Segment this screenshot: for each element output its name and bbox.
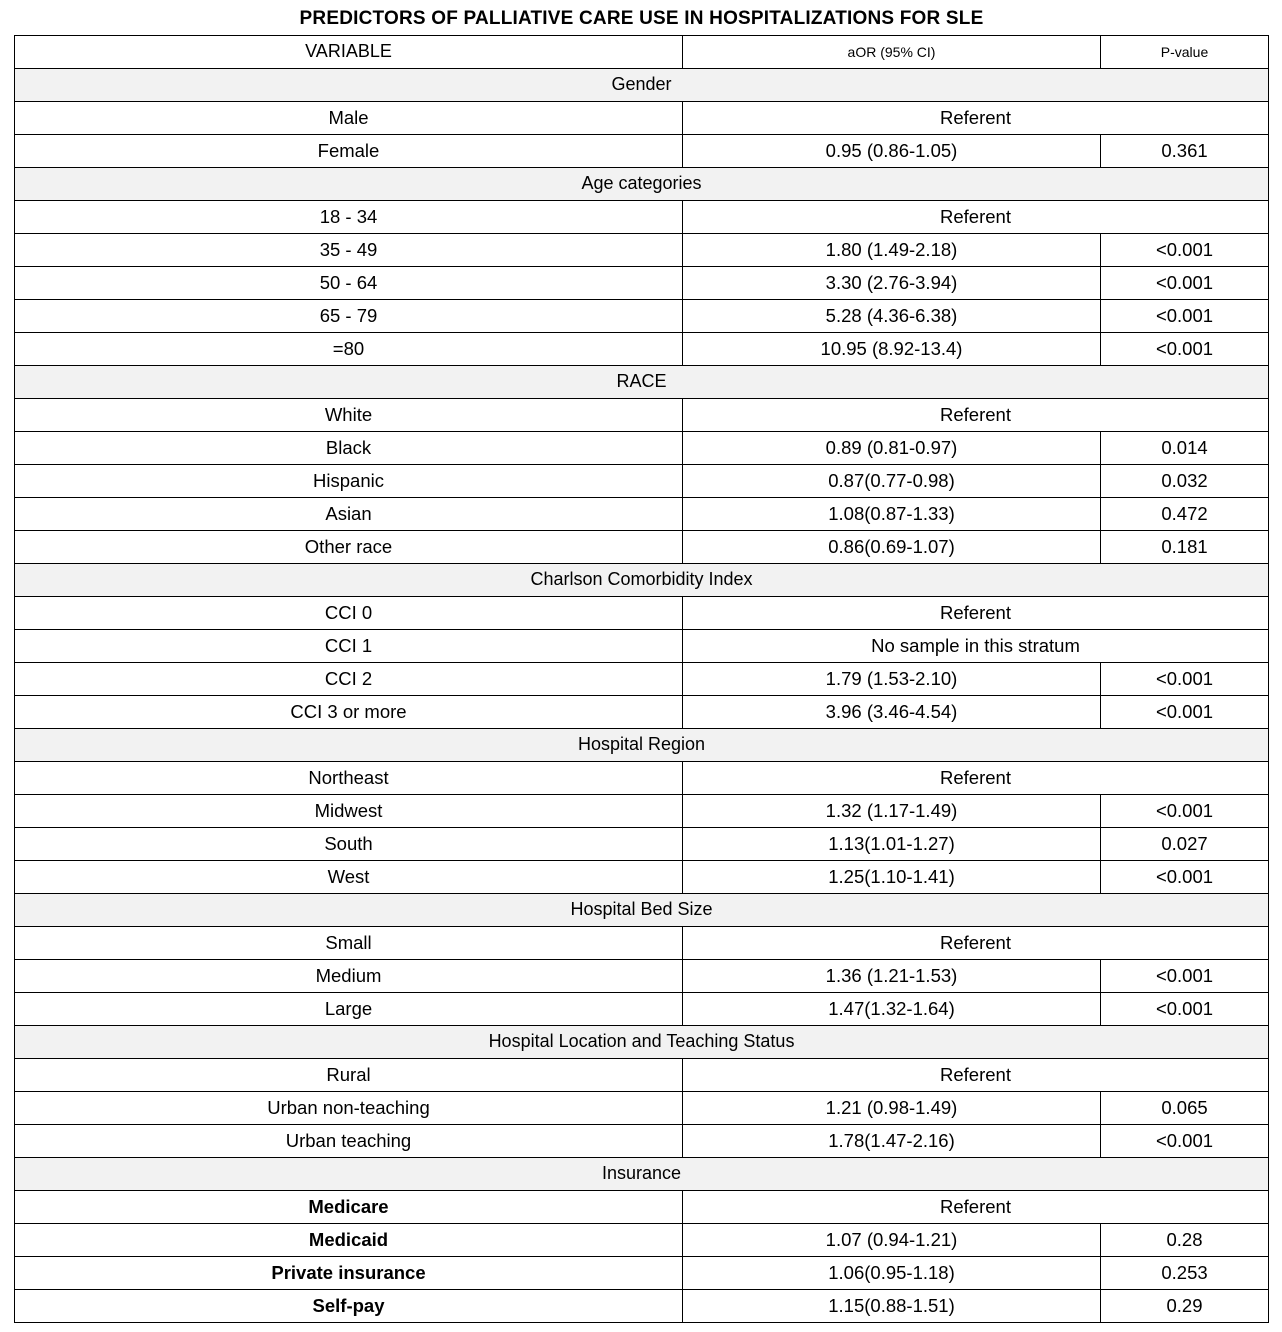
table-row xyxy=(15,662,1269,695)
table-row xyxy=(15,1124,1269,1157)
aor-value: 1.80 (1.49-2.18) xyxy=(683,233,1101,266)
aor-value: 1.32 (1.17-1.49) xyxy=(683,794,1101,827)
p-value: <0.001 xyxy=(1101,959,1269,992)
variable-label: South xyxy=(15,827,683,860)
table-row xyxy=(15,596,1269,629)
aor-value: 3.96 (3.46-4.54) xyxy=(683,695,1101,728)
variable-label: Female xyxy=(15,134,683,167)
section-heading: Hospital Location and Teaching Status xyxy=(15,1025,1269,1058)
table-row xyxy=(15,530,1269,563)
section-row-hospital-region xyxy=(15,728,1269,761)
p-value: <0.001 xyxy=(1101,299,1269,332)
table-row xyxy=(15,497,1269,530)
p-value: <0.001 xyxy=(1101,860,1269,893)
section-heading: RACE xyxy=(15,365,1269,398)
variable-label: Medicare xyxy=(15,1190,683,1223)
p-value: 0.29 xyxy=(1101,1289,1269,1322)
table-row xyxy=(15,860,1269,893)
table-row xyxy=(15,134,1269,167)
variable-label: CCI 0 xyxy=(15,596,683,629)
header-variable: VARIABLE xyxy=(15,35,683,68)
table-row xyxy=(15,233,1269,266)
p-value: <0.001 xyxy=(1101,992,1269,1025)
variable-label: =80 xyxy=(15,332,683,365)
variable-label: Medicaid xyxy=(15,1223,683,1256)
p-value: 0.472 xyxy=(1101,497,1269,530)
variable-label: CCI 2 xyxy=(15,662,683,695)
aor-value: 1.06(0.95-1.18) xyxy=(683,1256,1101,1289)
table-row xyxy=(15,1058,1269,1091)
variable-label: Self-pay xyxy=(15,1289,683,1322)
section-row-age-categories xyxy=(15,167,1269,200)
table-row xyxy=(15,1256,1269,1289)
referent-cell: Referent xyxy=(683,101,1269,134)
variable-label: Asian xyxy=(15,497,683,530)
p-value: <0.001 xyxy=(1101,662,1269,695)
aor-value: 1.21 (0.98-1.49) xyxy=(683,1091,1101,1124)
variable-label: Large xyxy=(15,992,683,1025)
aor-value: 1.47(1.32-1.64) xyxy=(683,992,1101,1025)
aor-value: 0.86(0.69-1.07) xyxy=(683,530,1101,563)
section-row-hospital-bed-size xyxy=(15,893,1269,926)
section-heading: Gender xyxy=(15,68,1269,101)
referent-cell: Referent xyxy=(683,1190,1269,1223)
variable-label: Urban teaching xyxy=(15,1124,683,1157)
section-row-charlson-comorbidity-index xyxy=(15,563,1269,596)
variable-label: CCI 1 xyxy=(15,629,683,662)
variable-label: 18 - 34 xyxy=(15,200,683,233)
table-row xyxy=(15,1223,1269,1256)
referent-cell: Referent xyxy=(683,761,1269,794)
aor-value: 0.87(0.77-0.98) xyxy=(683,464,1101,497)
variable-label: White xyxy=(15,398,683,431)
p-value: <0.001 xyxy=(1101,794,1269,827)
p-value: 0.032 xyxy=(1101,464,1269,497)
p-value: 0.28 xyxy=(1101,1223,1269,1256)
referent-cell: Referent xyxy=(683,200,1269,233)
p-value: 0.065 xyxy=(1101,1091,1269,1124)
table-row xyxy=(15,761,1269,794)
p-value: <0.001 xyxy=(1101,332,1269,365)
table-row xyxy=(15,101,1269,134)
table-body xyxy=(15,3,1269,1322)
aor-value: 3.30 (2.76-3.94) xyxy=(683,266,1101,299)
variable-label: CCI 3 or more xyxy=(15,695,683,728)
table-row xyxy=(15,431,1269,464)
section-heading: Age categories xyxy=(15,167,1269,200)
table-row xyxy=(15,629,1269,662)
header-aor: aOR (95% CI) xyxy=(683,35,1101,68)
table-row xyxy=(15,464,1269,497)
p-value: 0.014 xyxy=(1101,431,1269,464)
referent-cell: Referent xyxy=(683,1058,1269,1091)
table-row xyxy=(15,266,1269,299)
section-row-gender xyxy=(15,68,1269,101)
table-title: PREDICTORS OF PALLIATIVE CARE USE IN HOSPITALIZATIONS FOR SLE xyxy=(299,7,984,29)
p-value: <0.001 xyxy=(1101,233,1269,266)
variable-label: Midwest xyxy=(15,794,683,827)
p-value: 0.253 xyxy=(1101,1256,1269,1289)
table-row xyxy=(15,992,1269,1025)
section-row-race xyxy=(15,365,1269,398)
aor-value: 10.95 (8.92-13.4) xyxy=(683,332,1101,365)
title-row xyxy=(15,3,1269,35)
table-row xyxy=(15,332,1269,365)
table-row xyxy=(15,200,1269,233)
p-value: <0.001 xyxy=(1101,695,1269,728)
section-heading: Hospital Region xyxy=(15,728,1269,761)
section-heading: Charlson Comorbidity Index xyxy=(15,563,1269,596)
variable-label: Black xyxy=(15,431,683,464)
section-row-hospital-location-and-teaching-status xyxy=(15,1025,1269,1058)
p-value: 0.181 xyxy=(1101,530,1269,563)
table-row xyxy=(15,1190,1269,1223)
p-value: <0.001 xyxy=(1101,1124,1269,1157)
header-row xyxy=(15,35,1269,68)
p-value: <0.001 xyxy=(1101,266,1269,299)
aor-value: 1.78(1.47-2.16) xyxy=(683,1124,1101,1157)
table-row xyxy=(15,1289,1269,1322)
variable-label: 35 - 49 xyxy=(15,233,683,266)
referent-cell: Referent xyxy=(683,398,1269,431)
aor-value: 0.95 (0.86-1.05) xyxy=(683,134,1101,167)
aor-value: 1.25(1.10-1.41) xyxy=(683,860,1101,893)
section-heading: Insurance xyxy=(15,1157,1269,1190)
variable-label: Hispanic xyxy=(15,464,683,497)
palliative-care-predictors-table xyxy=(14,3,1269,1323)
variable-label: Rural xyxy=(15,1058,683,1091)
table-row xyxy=(15,1091,1269,1124)
variable-label: Small xyxy=(15,926,683,959)
table-row xyxy=(15,695,1269,728)
aor-value: 1.15(0.88-1.51) xyxy=(683,1289,1101,1322)
variable-label: West xyxy=(15,860,683,893)
variable-label: 50 - 64 xyxy=(15,266,683,299)
table-row xyxy=(15,794,1269,827)
aor-value: 1.07 (0.94-1.21) xyxy=(683,1223,1101,1256)
table-row xyxy=(15,299,1269,332)
table-row xyxy=(15,926,1269,959)
section-row-insurance xyxy=(15,1157,1269,1190)
header-pvalue: P-value xyxy=(1101,35,1269,68)
aor-value: 1.79 (1.53-2.10) xyxy=(683,662,1101,695)
variable-label: Male xyxy=(15,101,683,134)
aor-value: 1.08(0.87-1.33) xyxy=(683,497,1101,530)
table-row xyxy=(15,827,1269,860)
variable-label: Other race xyxy=(15,530,683,563)
aor-value: 5.28 (4.36-6.38) xyxy=(683,299,1101,332)
section-heading: Hospital Bed Size xyxy=(15,893,1269,926)
p-value: 0.361 xyxy=(1101,134,1269,167)
referent-cell: Referent xyxy=(683,926,1269,959)
p-value: 0.027 xyxy=(1101,827,1269,860)
variable-label: 65 - 79 xyxy=(15,299,683,332)
aor-value: 1.13(1.01-1.27) xyxy=(683,827,1101,860)
variable-label: Northeast xyxy=(15,761,683,794)
referent-cell: Referent xyxy=(683,596,1269,629)
aor-value: 0.89 (0.81-0.97) xyxy=(683,431,1101,464)
variable-label: Medium xyxy=(15,959,683,992)
table-row xyxy=(15,959,1269,992)
table-row xyxy=(15,398,1269,431)
variable-label: Urban non-teaching xyxy=(15,1091,683,1124)
aor-value: 1.36 (1.21-1.53) xyxy=(683,959,1101,992)
note-cell: No sample in this stratum xyxy=(683,629,1269,662)
variable-label: Private insurance xyxy=(15,1256,683,1289)
